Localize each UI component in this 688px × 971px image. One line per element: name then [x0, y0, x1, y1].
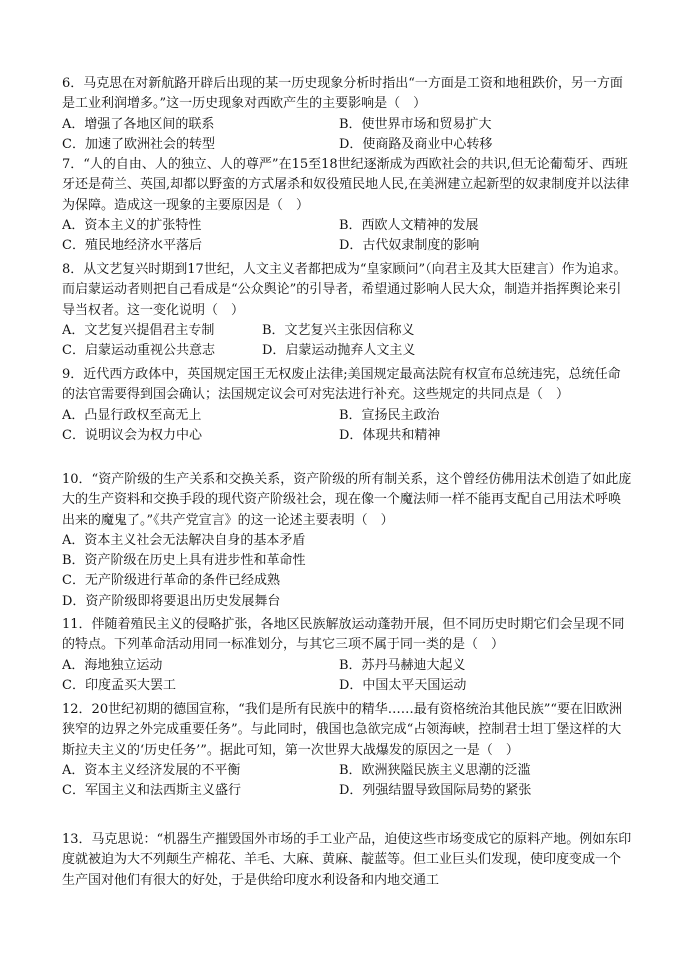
option-c: C．军国主义和法西斯主义盛行	[62, 783, 241, 799]
question-9	[62, 365, 632, 446]
question-12	[62, 700, 632, 801]
options	[62, 531, 632, 612]
option-d: D．体现共和精神	[339, 427, 441, 443]
options	[62, 321, 632, 362]
question-stem: 7．“人的自由、人的独立、人的尊严”在15至18世纪逐渐成为西欧社会的共识,但无论葡萄牙、西班牙还是荷兰、英国,却都以野蛮的方式屠杀和奴役殖民地人民,在美洲建立起新型的奴隶制度并以法律为保障。造成这一现象的主要原因是（ ）	[62, 157, 630, 213]
question-stem: 12．20世纪初期的德国宣称，“我们是所有民族中的精华……最有资格统治其他民族”“要在旧欧洲狭窄的边界之外完成重要任务”。与此同时，俄国也急欲完成“占领海峡，控制君士坦丁堡这样的大斯拉夫主义的‘历史任务’”。据此可知，第一次世界大战爆发的原因之一是（ ）	[62, 702, 623, 758]
option-b: B．西欧人文精神的发展	[339, 217, 479, 233]
option-a: A．凸显行政权至高无上	[62, 407, 202, 423]
option-a: A．资本主义社会无法解决自身的基本矛盾	[62, 532, 306, 548]
options	[62, 216, 632, 257]
option-b: B．文艺复兴主张因信称义	[262, 322, 415, 338]
options	[62, 406, 632, 447]
option-d: D．列强结盟导致国际局势的紧张	[339, 783, 532, 799]
question-stem: 13．马克思说：“机器生产摧毁国外市场的手工业产品，迫使这些市场变成它的原料产地。例如东印度就被迫为大不列颠生产棉花、羊毛、大麻、黄麻、靛蓝等。但工业巨头们发现，使印度变成一个生产国对他们有很大的好处，于是供给印度水利设备和内地交通工	[62, 832, 632, 888]
question-13	[62, 830, 632, 891]
option-c: C．加速了欧洲社会的转型	[62, 136, 215, 152]
option-c: C．殖民地经济水平落后	[62, 238, 202, 254]
question-stem: 6．马克思在对新航路开辟后出现的某一历史现象分析时指出“一方面是工资和地租跌价，另一方面是工业利润增多。”这一历史现象对西欧产生的主要影响是（ ）	[62, 76, 623, 112]
options	[62, 656, 632, 697]
option-c: C．无产阶级进行革命的条件已经成熟	[62, 573, 280, 589]
option-d: D．古代奴隶制度的影响	[339, 238, 480, 254]
option-b: B．使世界市场和贸易扩大	[339, 116, 492, 132]
question-stem: 8．从文艺复兴时期到17世纪，人文主义者都把成为“皇家顾问”（向君主及其大臣建言）作为追求。而启蒙运动者则把自己看成是“公众舆论”的引导者，希望通过影响人民大众，制造并指挥舆论来引导当权者。这一变化说明（ ）	[62, 262, 627, 318]
option-b: B．苏丹马赫迪大起义	[339, 657, 466, 673]
question-stem: 11．伴随着殖民主义的侵略扩张，各地区民族解放运动蓬勃开展，但不同历史时期它们会呈现不同的特点。下列革命活动用同一标准划分，与其它三项不属于同一类的是（ ）	[62, 617, 625, 653]
option-d: D．资产阶级即将要退出历史发展舞台	[62, 593, 281, 609]
option-a: A．资本主义经济发展的不平衡	[62, 762, 241, 778]
option-c: C．印度孟买大罢工	[62, 677, 176, 693]
options	[62, 761, 632, 802]
option-d: D．中国太平天国运动	[339, 677, 467, 693]
option-b: B．欧洲狭隘民族主义思潮的泛滥	[339, 762, 531, 778]
option-d: D．启蒙运动抛弃人文主义	[262, 343, 416, 359]
question-6	[62, 74, 632, 155]
question-10	[62, 470, 632, 612]
option-a: A．增强了各地区间的联系	[62, 116, 215, 132]
question-8	[62, 260, 632, 361]
option-c: C．启蒙运动重视公共意志	[62, 343, 215, 359]
question-stem: 10．“资产阶级的生产关系和交换关系，资产阶级的所有制关系，这个曾经仿佛用法术创造了如此庞大的生产资料和交换手段的现代资产阶级社会，现在像一个魔法师一样不能再支配自己用法术呼唤出来的魔鬼了。”《共产党宣言》的这一论述主要表明（ ）	[62, 472, 632, 528]
question-stem: 9．近代西方政体中，英国规定国王无权废止法律;美国规定最高法院有权宣布总统违宪，总统任命的法官需要得到国会确认；法国规定议会可对宪法进行补充。这些规定的共同点是（ ）	[62, 367, 621, 403]
question-11	[62, 615, 632, 696]
option-a: A．文艺复兴提倡君主专制	[62, 322, 215, 338]
option-a: A．资本主义的扩张特性	[62, 217, 202, 233]
option-b: B．宣扬民主政治	[339, 407, 440, 423]
option-a: A．海地独立运动	[62, 657, 163, 673]
option-b: B．资产阶级在历史上具有进步性和革命性	[62, 553, 306, 569]
option-d: D．使商路及商业中心转移	[339, 136, 493, 152]
option-c: C．说明议会为权力中心	[62, 427, 202, 443]
question-7	[62, 155, 632, 256]
options	[62, 115, 632, 156]
